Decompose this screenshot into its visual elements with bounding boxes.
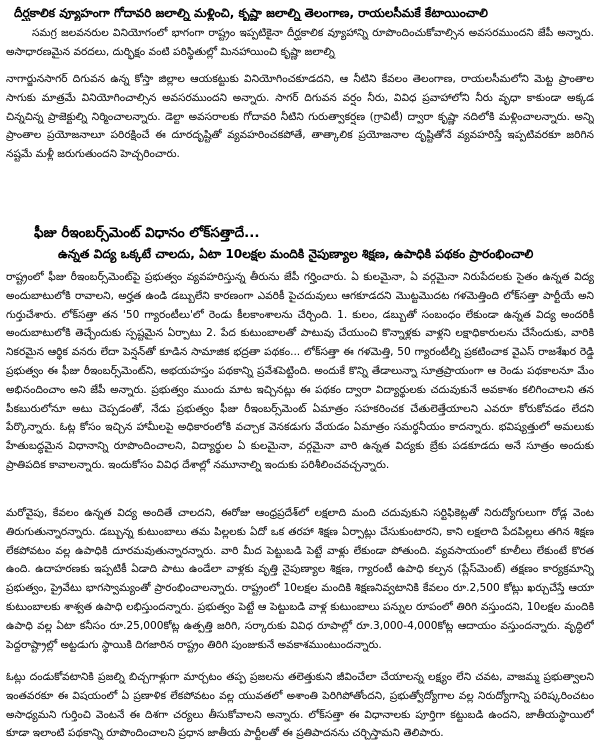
paragraph-text: ఓట్లు దండుకోవటానికి ప్రజల్ని బిచ్చగాళ్లుగా మార్చటం తప్ప ప్రజలను తలెత్తుకుని జీవించేలా చేయాలన్న లక్ష్యం లేని చవట, వాజమ్మ ప్రభుత్వాలని ఇంతవరకూ ఈ విషయంలో ఏ ప్రణాళిక లేకపోవటం వల్ల యువతలో అశాంతి పెరిగిపోతోందని, ప్రభుత్వోద్యోగాల వల్ల నిరుద్యోగాన్ని పరిష్కరించటం అసాధ్యమని గుర్తించి వెంటనే ఈ దిశగా చర్యలు తీసుకోవాలని అన్నారు. లోక్‌సత్తా ఈ విధానాలకు పూర్తిగా కట్టుబడి ఉందని, జాతీయస్థాయిలో కూడా ఇలాంటి పథకాన్ని రూపొందించాలని ప్రధాన జాతీయ పార్టీలతో ఈ ప్రతిపాదనను చర్చిస్తామని తెలిపారు.	[6, 671, 594, 740]
paragraph-fee-policy	[6, 268, 594, 494]
subheading-fee-reimbursement: ఫీజు రీఇంబర్స్‌మెంట్ విధానం లోక్‌సత్తాదే...	[34, 225, 260, 241]
paragraph-conclusion	[6, 668, 594, 744]
paragraph-water-resources	[6, 70, 594, 222]
paragraph-text: మరోవైపు, కేవలం ఉన్నత విద్య అందితే చాలదని, ఈరోజు ఆంధ్రప్రదేశ్‌లో లక్షలాది మంది చదువుకుని సర్టిఫికెట్లతో నిరుద్యోగులుగా రోడ్ల వెంట తిరుగుతున్నారన్నారు. డబ్బున్న కుటుంబాలు తమ పిల్లలకు ఏదో ఒక తరహా శిక్షణ ఏర్పాట్లు చేసుకుంటారని, కాని లక్షలాది పేదపిల్లలు తగిన శిక్షణ లేకపోవటం వల్ల ఉపాధికి దూరమవుతున్నారన్నారు. వారి మీద పెట్టుబడి పెట్టే వాళ్లు లేకుండా పోతుంది. వ్యవసాయంలో కూలీలు లేకుంటే కొరత ఉంది. ఉదాహరణకు ఇప్పటికీ ఏడాది పాటు ఉండేలా వాళ్లకు వృత్తి నైపుణ్యాల శిక్షణ, గ్యారంటీ ఉపాధి కల్పన (ప్లేస్‌మెంట్‌) తక్షణం కార్యక్రమాన్ని ప్రభుత్వం, ప్రైవేటు భాగస్వామ్యంతో ప్రారంభించాలన్నారు. రాష్ట్రంలో 10లక్షల మందికి శిక్షణనివ్వటానికి కేవలం రూ.2,500 కోట్లు ఖర్చుచేస్తే ఆయా కుటుంబాలకు శాశ్వత ఉపాధి లభిస్తుందన్నారు. ప్రభుత్వం పెట్టే ఆ పెట్టుబడి వాళ్ల కుటుంబాలు పన్నుల రూపంలో తిరిగి వస్తుందని, 10లక్షల మందికి ఉపాధి వల్ల ఏటా కనీసం రూ.25,000కోట్ల ఉత్పత్తి జరిగి, సర్కారుకు వివిధ రూపాల్లో రూ.3,000-4,000కోట్ల ఆదాయం వస్తుందన్నారు. వృద్ధిలో పెద్దరాష్ట్రాల్లో అట్టడుగు స్థాయికి దిగజారిన రాష్ట్రం తిరిగి పుంజుకునే అవకాశముంటుందన్నారు.	[6, 507, 594, 651]
paragraph-text: నాగార్జునసాగర్ దిగువన ఉన్న కోస్తా జిల్లాల ఆయకట్టుకు వినియోగించకూడదని, ఆ నీటిని కేవలం తెలంగాణ, రాయలసీమలోని మెట్ట ప్రాంతాల సాగుకు మాత్రమే వినియోగించాల్సిన అవసరముందని అన్నారు. సాగర్ దిగువన వర్షం నీరు, వివిధ ప్రవాహాలోని నీరు వృధా కాకుండా అక్కడ చిన్నచిన్న ప్రాజెక్టుల్ని నిర్మించాలన్నారు. డెల్టా అవసరాలకు గోదావరి నీటిని గురుత్వాకర్షణ (గ్రావిటీ) ద్వారా కృష్ణా నదిలోకి మళ్లించాలన్నారు. అన్ని ప్రాంతాల ప్రయోజనాలూ పరిరక్షించే ఈ దూరదృష్టితో వ్యవహరించకపోతే, తాత్కాలిక ప్రయోజనాల దృష్టితోనే వ్యవహరిస్తే ఇప్పటివరకూ జరిగిన నష్టమే మళ్లీ జరుగుతుందని హెచ్చరించారు.	[6, 73, 594, 161]
paragraph-intro	[6, 24, 594, 60]
paragraph-text: రాష్ట్రంలో ఫీజు రీఇంబర్స్‌మెంట్‌పై ప్రభుత్వం వ్యవహరిస్తున్న తీరును జేపీ గర్హించారు. ఏ కులమైనా, ఏ వర్గమైనా నిరుపేదలకు సైతం ఉన్నత విద్య అందుబాటులోకి రావాలని, అర్హత ఉండి డబ్బులేని కారణంగా ఎవరికీ పైచదువులు ఆగకూడదని మొట్టమొదట గళమెత్తింది లోక్‌సత్తా పార్టీయే అని గుర్తుచేశారు. లోక్‌సత్తా తన '50 గ్యారంటీలు'లో రెండు కీలకాంశాలను చేర్చింది. 1. కులం, డబ్బుతో సంబంధం లేకుండా ఉన్నత విద్య అందరికీ అందుబాటులోకి తెచ్చేందుకు స్పష్టమైన ఏర్పాటు 2. పేద కుటుంబాలతో పాటువు చేయుంచి కొన్నాళ్లకు వాళ్లని లక్షాధికారులను చేసేందుకు, వారికి నికరమైన ఆర్థిక వనరు లేదా పెన్షన్‌తో కూడిన సామాజిక భద్రతా పథకం... లోక్‌సత్తా ఈ గళమెత్తి, 50 గ్యారంటీల్ని ప్రకటించాక వైఎస్ రాజశేఖర రెడ్డి ప్రభుత్వం ఈ ఫీజు రీఇంబర్స్‌మెంట్‌ని, అభయహస్తం పథకాన్ని ప్రవేశపెట్టింది. అందుకే కొన్ని తేడాలున్నా సూత్రప్రాయంగా ఆ రెండు పథకాలనూ మేం అభినందించాం అని జేపీ అన్నారు. ప్రభుత్వం ముందు మాట ఇచ్చినట్లు ఈ పథకం ద్వారా విద్యార్థులకు చదువుకునే అవకాశం కలిగించాలని తన పీకబురులోనూ అటు చెప్పడంతో, నేడు ప్రభుత్వం ఫీజు రీఇంబర్స్‌మెంట్ ఏమాత్రం సహకరించక చేతులెత్తేయాలని ఎవరూ కోరుకోవడం లేదని పేర్కొన్నారు. ఓట్ల కోసం ఇచ్చిన హామీలపై అధికారంలోకి వచ్చాక వెనకడుగు వేయడం ఏమాత్రం సమర్థనీయం కాదన్నారు. భవిష్యత్తులో అమలుకు హేతుబద్ధమైన విధానాన్ని రూపొందించాలని, విద్యార్థుల ఏ కులమైనా, వర్గమైనా వారి ఉన్నత విద్యకు బ్రేకు పడకూడదు అనే సూత్రం అందుకు ప్రాతిపదిక కావాలన్నారు. ఇందుకోసం వివిధ దేశాల్లో నమూనాల్ని ఇందుకు పరిశీలించవచ్చన్నారు.	[6, 271, 594, 471]
paragraph-text: సమగ్ర జలవనరుల వినియోగంలో భాగంగా రాష్ట్రం ఇప్పటికైనా దీర్ఘకాలిక వ్యూహాన్ని రూపొందించుకోవాల్సిన అవసరముందని జేపీ అన్నారు. అసాధారణమైన వరదలు, దుర్భిక్షం వంటి పరిస్థితుల్లో మినహాయించి కృష్ణా జలాల్ని	[6, 27, 594, 58]
paragraph-skills	[6, 504, 594, 654]
subheading-skills-training: ఉన్నత విద్య ఒక్కటే చాలదు, ఏటా 10లక్షల మందికి నైపుణ్యాల శిక్షణ, ఉపాధికి పథకం ప్రారంభించాలి	[58, 247, 534, 261]
headline: దీర్ఘకాలిక వ్యూహంగా గోదావరి జలాల్ని మళ్లించి, కృష్ణా జలాల్ని తెలంగాణ, రాయలసీమకే కేటాయించాలి	[14, 6, 488, 20]
